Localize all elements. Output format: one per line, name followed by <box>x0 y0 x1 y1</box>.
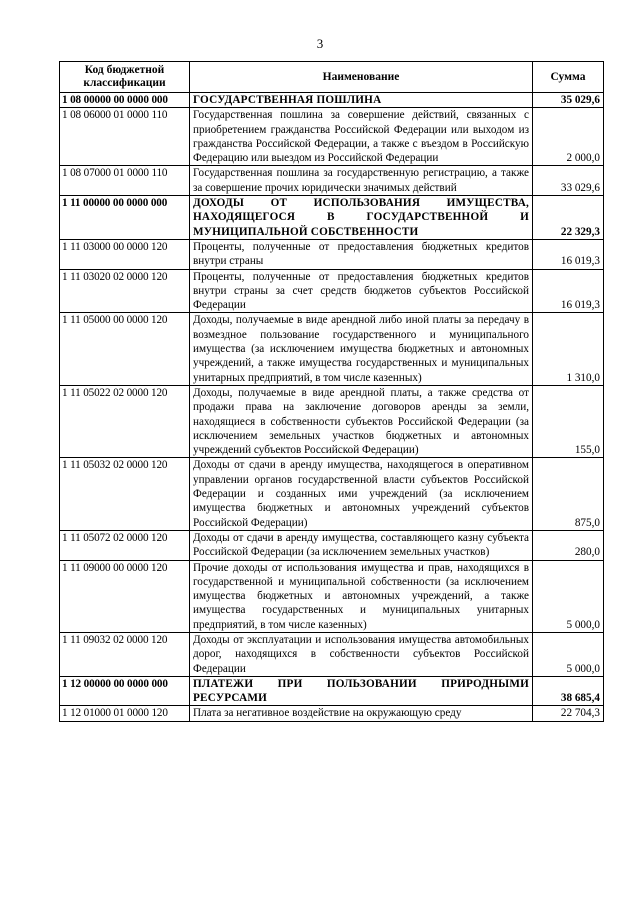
row-name: Доходы от эксплуатации и использования имущества автомобильных дорог, находящихся в собственности субъектов Российской Федерации <box>190 632 533 676</box>
row-code: 1 12 00000 00 0000 000 <box>60 676 190 706</box>
table-row <box>60 385 604 457</box>
row-code: 1 11 05000 00 0000 120 <box>60 313 190 385</box>
row-sum: 33 029,6 <box>533 166 604 196</box>
row-name: ПЛАТЕЖИ ПРИ ПОЛЬЗОВАНИИ ПРИРОДНЫМИ РЕСУРСАМИ <box>190 676 533 706</box>
header-name: Наименование <box>190 62 533 93</box>
row-name: ДОХОДЫ ОТ ИСПОЛЬЗОВАНИЯ ИМУЩЕСТВА, НАХОДЯЩЕГОСЯ В ГОСУДАРСТВЕННОЙ И МУНИЦИПАЛЬНОЙ СОБСТВЕННОСТИ <box>190 196 533 240</box>
row-name: Проценты, полученные от предоставления бюджетных кредитов внутри страны за счет средств бюджетов субъектов Российской Федерации <box>190 269 533 313</box>
row-code: 1 11 05022 02 0000 120 <box>60 385 190 457</box>
row-sum: 16 019,3 <box>533 269 604 313</box>
row-name: Доходы, получаемые в виде арендной либо иной платы за передачу в возмездное пользование государственного и муниципального имущества (за исключением имущества бюджетных и автономных учреждений, а также имущества государственных и муниципальных унитарных предприятий, в том числе казенных) <box>190 313 533 385</box>
table-row <box>60 706 604 721</box>
table-header-row <box>60 62 604 93</box>
row-code: 1 11 09000 00 0000 120 <box>60 560 190 632</box>
row-name: Доходы, получаемые в виде арендной платы, а также средства от продажи права на заключение договоров аренды за земли, находящиеся в собственности субъектов Российской Федерации (за исключением земельных участков бюджетных и автономных учреждений субъектов Российской Федерации) <box>190 385 533 457</box>
row-code: 1 08 07000 01 0000 110 <box>60 166 190 196</box>
row-sum: 35 029,6 <box>533 93 604 108</box>
table-row <box>60 676 604 706</box>
row-name: ГОСУДАРСТВЕННАЯ ПОШЛИНА <box>190 93 533 108</box>
table-row <box>60 269 604 313</box>
table-row <box>60 458 604 530</box>
table-row <box>60 166 604 196</box>
row-name: Доходы от сдачи в аренду имущества, находящегося в оперативном управлении органов государственной власти субъектов Российской Федерации и созданных ими учреждений (за исключением имущества бюджетных и автономных учреждений субъектов Российской Федерации) <box>190 458 533 530</box>
row-sum: 5 000,0 <box>533 632 604 676</box>
row-name: Плата за негативное воздействие на окружающую среду <box>190 706 533 721</box>
table-row <box>60 93 604 108</box>
row-code: 1 11 03000 00 0000 120 <box>60 239 190 269</box>
row-sum: 2 000,0 <box>533 108 604 166</box>
budget-table <box>59 61 604 722</box>
table-row <box>60 632 604 676</box>
row-code: 1 11 09032 02 0000 120 <box>60 632 190 676</box>
row-code: 1 12 01000 01 0000 120 <box>60 706 190 721</box>
row-sum: 155,0 <box>533 385 604 457</box>
row-sum: 22 329,3 <box>533 196 604 240</box>
row-sum: 22 704,3 <box>533 706 604 721</box>
table-row <box>60 560 604 632</box>
row-code: 1 11 03020 02 0000 120 <box>60 269 190 313</box>
row-code: 1 08 06000 01 0000 110 <box>60 108 190 166</box>
page-number: 3 <box>316 36 324 51</box>
row-name: Проценты, полученные от предоставления бюджетных кредитов внутри страны <box>190 239 533 269</box>
row-code: 1 08 00000 00 0000 000 <box>60 93 190 108</box>
row-sum: 280,0 <box>533 530 604 560</box>
row-sum: 16 019,3 <box>533 239 604 269</box>
row-name: Доходы от сдачи в аренду имущества, составляющего казну субъекта Российской Федерации (за исключением земельных участков) <box>190 530 533 560</box>
table-row <box>60 239 604 269</box>
row-sum: 5 000,0 <box>533 560 604 632</box>
header-code: Код бюджетной классификации <box>60 62 190 93</box>
row-sum: 38 685,4 <box>533 676 604 706</box>
row-sum: 875,0 <box>533 458 604 530</box>
row-name: Государственная пошлина за совершение действий, связанных с приобретением гражданства Российской Федерации или выходом из гражданства Российской Федерации, а также с въездом в Российскую Федерацию или выездом из Российской Федерации <box>190 108 533 166</box>
row-name: Государственная пошлина за государственную регистрацию, а также за совершение прочих юридически значимых действий <box>190 166 533 196</box>
table-row <box>60 313 604 385</box>
row-code: 1 11 05072 02 0000 120 <box>60 530 190 560</box>
table-row <box>60 196 604 240</box>
row-code: 1 11 00000 00 0000 000 <box>60 196 190 240</box>
row-name: Прочие доходы от использования имущества и прав, находящихся в государственной и муниципальной собственности (за исключением имущества бюджетных и автономных учреждений, а также имущества государственных и муниципальных унитарных предприятий, в том числе казенных) <box>190 560 533 632</box>
header-sum: Сумма <box>533 62 604 93</box>
row-sum: 1 310,0 <box>533 313 604 385</box>
table-row <box>60 108 604 166</box>
row-code: 1 11 05032 02 0000 120 <box>60 458 190 530</box>
table-row <box>60 530 604 560</box>
